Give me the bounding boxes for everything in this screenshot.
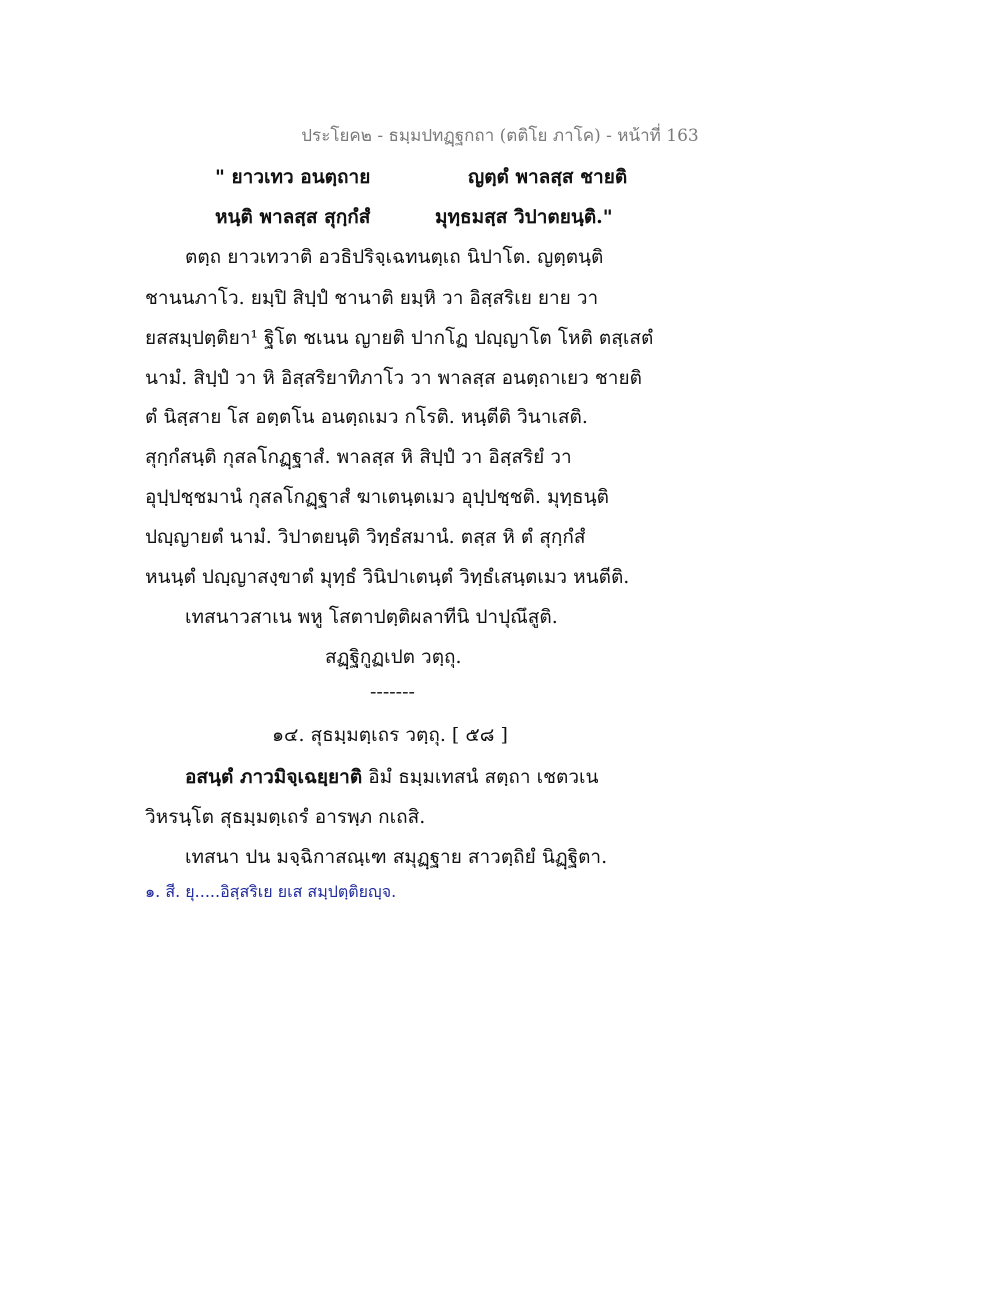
story-end-title: สฏฺฐิกูฏเปต วตฺถุ. <box>325 646 462 668</box>
commentary-line: ตํ นิสฺสาย โส อตฺตโน อนตฺถเมว กโรติ. หนฺตีติ วินาเสติ. <box>145 406 588 428</box>
verse-line2-part-b: มุทฺธมสฺส วิปาตยนฺติ." <box>435 206 613 228</box>
commentary-line: ชานนภาโว. ยมฺปิ สิปฺปํ ชานาติ ยมฺหิ วา อิสฺสริเย ยาย วา <box>145 287 599 309</box>
desana-line: เทสนาวสาเน พหู โสตาปตฺติผลาทีนิ ปาปุณึสูติ. <box>185 606 558 628</box>
story-opening-line <box>185 762 599 792</box>
opening-keyword: อสนฺตํ ภาวมิจฺเฉยฺยาติ <box>185 766 363 788</box>
story-heading: ๑๔. สุธมฺมตฺเถร วตฺถุ. [ ๕๘ ] <box>272 724 508 746</box>
commentary-line: ตตฺถ ยาวเทวาติ อวธิปริจฺเฉทนตฺเถ นิปาโต. ญตฺตนฺติ <box>185 246 604 268</box>
opening-rest: อิมํ ธมฺมเทสนํ สตฺถา เชตวเน <box>362 766 599 788</box>
verse-line1-part-a: " ยาวเทว อนตฺถาย <box>215 166 371 188</box>
verse-line1-part-b: ญตฺตํ พาลสฺส ชายติ <box>468 166 628 188</box>
commentary-line: ปญฺญายตํ นามํ. วิปาตยนฺติ วิทฺธํสมานํ. ตสฺส หิ ตํ สุกฺกํสํ <box>145 526 586 548</box>
page-header: ประโยค๒ - ธมฺมปทฏฺฐกถา (ตติโย ภาโค) - หน้าที่ 163 <box>301 126 699 146</box>
footnote: ๑. สี. ยุ.....อิสฺสริเย ยเส สมฺปตฺติยญฺจ. <box>145 882 397 901</box>
story-line: วิหรนฺโต สุธมฺมตฺเถรํ อารพฺภ กเถสิ. <box>145 806 426 828</box>
verse-line2-part-a: หนฺติ พาลสฺส สุกฺกํสํ <box>215 206 371 228</box>
commentary-line: สุกฺกํสนฺติ กุสลโกฏฺฐาสํ. พาลสฺส หิ สิปฺปํ วา อิสฺสริยํ วา <box>145 446 572 468</box>
commentary-line: อุปฺปชฺชมานํ กุสลโกฏฺฐาสํ ฆาเตนฺตเมว อุปฺปชฺชติ. มุทฺธนฺติ <box>145 486 609 508</box>
commentary-line: หนนฺตํ ปญฺญาสงฺขาตํ มุทฺธํ วินิปาเตนฺตํ วิทฺธํเสนฺตเมว หนตีติ. <box>145 566 630 588</box>
commentary-line: ยสสมฺปตฺติยา¹ ฐิโต ชเนน ญายติ ปากโฏ ปญฺญาโต โหติ ตสฺเสตํ <box>145 327 654 349</box>
commentary-line: นามํ. สิปฺปํ วา หิ อิสฺสริยาทิภาโว วา พาลสฺส อนตฺถาเยว ชายติ <box>145 367 642 389</box>
section-separator: ------- <box>370 681 415 703</box>
story-line: เทสนา ปน มจฺฉิกาสณฺเฑ สมุฏฺฐาย สาวตฺถิยํ นิฏฺฐิตา. <box>185 846 608 868</box>
